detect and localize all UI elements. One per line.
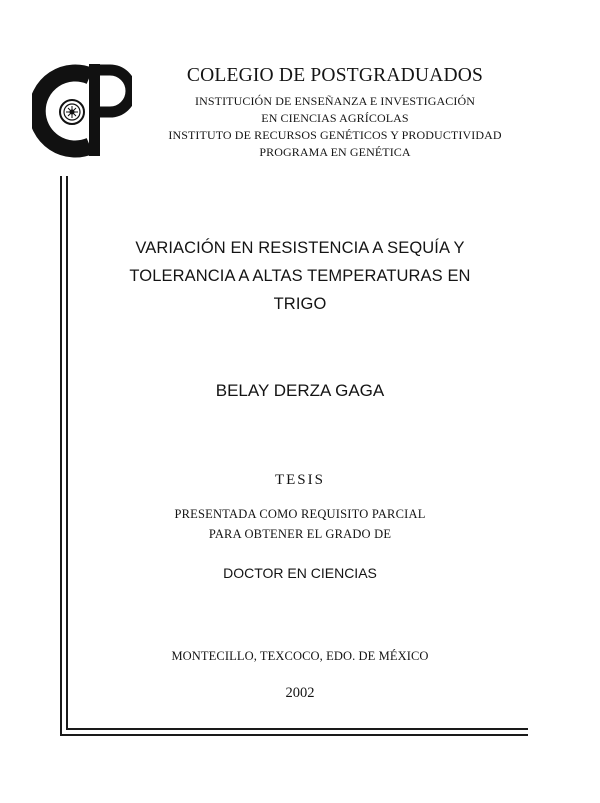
frame-left-line-inner [66, 176, 68, 730]
frame-bottom-line-outer [60, 734, 528, 736]
requirement-statement [80, 504, 520, 544]
institute-name: INSTITUTO DE RECURSOS GENÉTICOS Y PRODUCTIVIDAD [168, 128, 502, 142]
year: 2002 [285, 685, 315, 701]
thesis-title-line-3: TRIGO [273, 295, 327, 313]
institution-logo [32, 62, 132, 158]
thesis-title-line-1: VARIACIÓN EN RESISTENCIA A SEQUÍA Y [135, 239, 465, 257]
institution-subtitle-1: INSTITUCIÓN DE ENSEÑANZA E INVESTIGACIÓN [195, 94, 475, 108]
requirement-line-2: PARA OBTENER EL GRADO DE [208, 527, 392, 541]
thesis-title [80, 234, 520, 318]
cp-logo-icon [32, 62, 132, 158]
thesis-title-line-2: TOLERANCIA A ALTAS TEMPERATURAS EN [129, 267, 471, 285]
location: MONTECILLO, TEXCOCO, EDO. DE MÉXICO [171, 649, 429, 663]
requirement-line-1: PRESENTADA COMO REQUISITO PARCIAL [174, 507, 426, 521]
author-name: BELAY DERZA GAGA [215, 381, 385, 400]
frame-bottom-line-inner [66, 728, 528, 730]
program-name: PROGRAMA EN GENÉTICA [259, 145, 411, 159]
document-type: TESIS [274, 472, 325, 488]
institution-header [140, 64, 530, 161]
institution-name: COLEGIO DE POSTGRADUADOS [186, 65, 484, 86]
frame-left-line-outer [60, 176, 62, 736]
degree-name: DOCTOR EN CIENCIAS [223, 565, 377, 581]
institution-subtitle-2: EN CIENCIAS AGRÍCOLAS [261, 111, 409, 125]
